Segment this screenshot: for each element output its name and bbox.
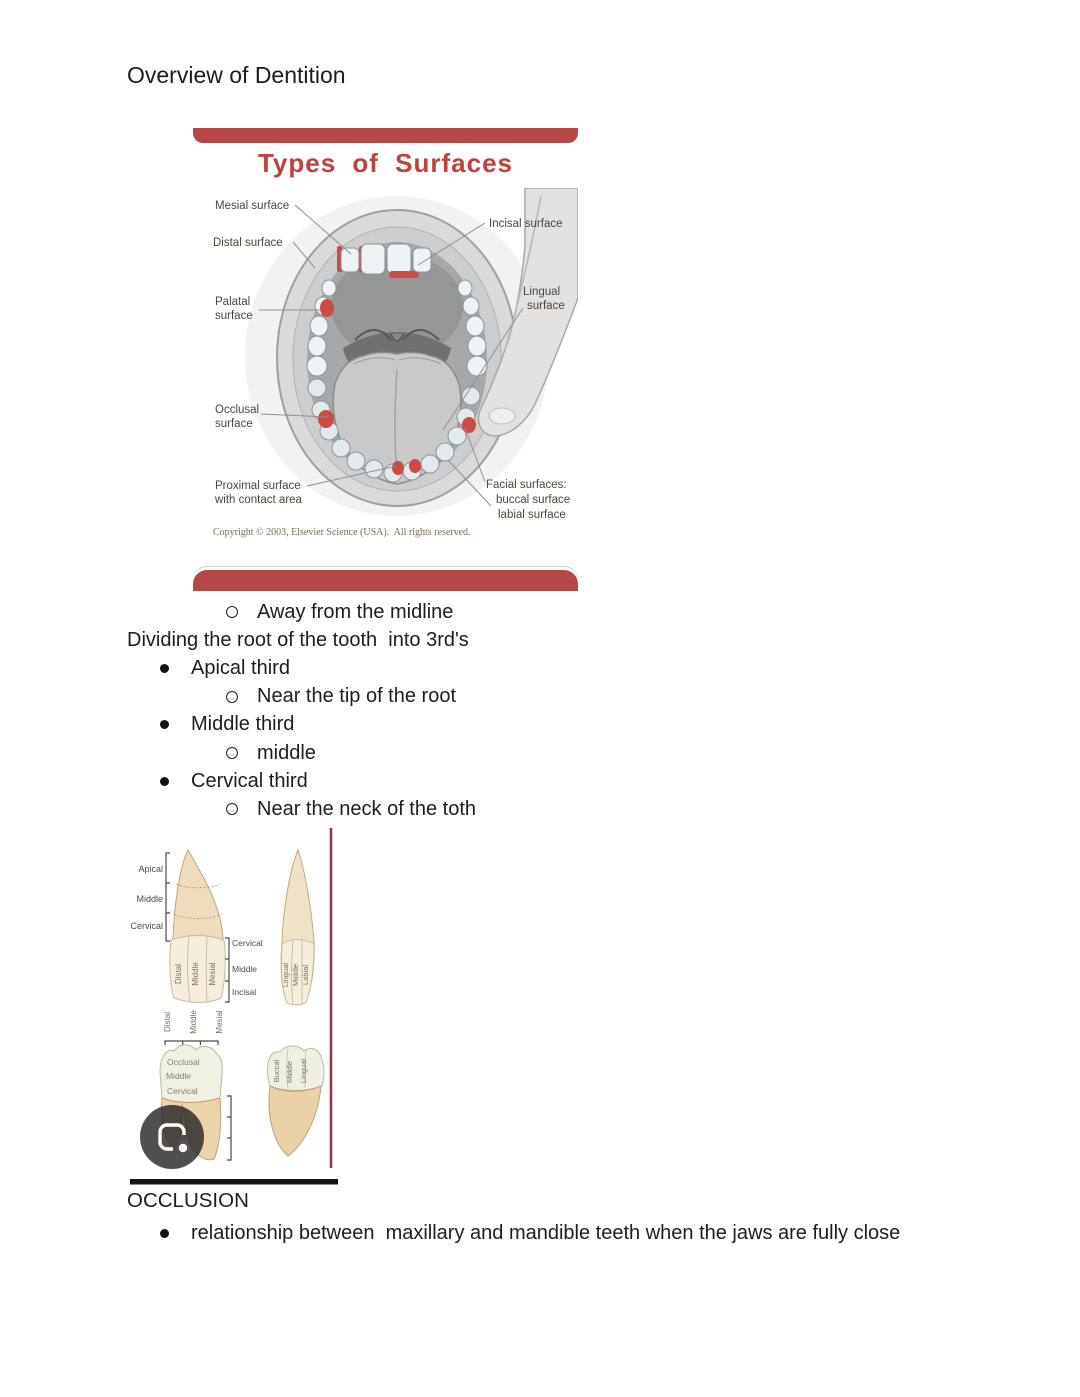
- occlusal-surface-label: Occlusal: [215, 404, 260, 416]
- page-title: Overview of Dentition: [127, 62, 346, 88]
- list-item-text: Away from the midline: [257, 600, 454, 623]
- apical-label: Apical: [138, 864, 163, 874]
- middle-label: Middle: [136, 894, 163, 904]
- occlusion-heading: OCCLUSION: [127, 1189, 249, 1212]
- list-item: [160, 711, 1047, 739]
- facial-surfaces-label: Facial surfaces:: [486, 479, 567, 491]
- svg-text:surface: surface: [527, 300, 565, 312]
- cervical-label: Cervical: [130, 921, 163, 931]
- list-item-text: Near the tip of the root: [257, 685, 457, 708]
- figure-top-bar: [193, 128, 578, 143]
- bullet-icon: [160, 720, 169, 729]
- mesial-surface-label: Mesial surface: [215, 200, 290, 212]
- svg-text:surface: surface: [215, 418, 253, 430]
- svg-text:Lingual: Lingual: [281, 962, 290, 988]
- figure-copyright: Copyright © 2003, Elsevier Science (USA). All rights reserved.: [213, 527, 471, 538]
- svg-text:labial surface: labial surface: [498, 509, 566, 521]
- svg-text:Distal: Distal: [174, 963, 183, 985]
- hollow-bullet-icon: [226, 691, 238, 703]
- tooth-thirds-figure[interactable]: [130, 826, 338, 1186]
- list-item-text: Middle third: [191, 713, 295, 736]
- svg-text:Cervical: Cervical: [167, 1086, 198, 1096]
- svg-text:Occlusal: Occlusal: [167, 1057, 200, 1067]
- distal-surface-label: Distal surface: [213, 237, 283, 249]
- notes-list: [127, 598, 1047, 824]
- crown-axis-labels: [174, 962, 217, 986]
- svg-text:Incisal: Incisal: [232, 987, 257, 997]
- svg-text:buccal surface: buccal surface: [496, 494, 571, 506]
- svg-text:Cervical: Cervical: [232, 938, 263, 948]
- list-item-text: Apical third: [191, 656, 290, 679]
- svg-text:Labial: Labial: [301, 964, 310, 986]
- list-item: [226, 795, 1047, 823]
- svg-text:Mesial: Mesial: [208, 962, 217, 986]
- list-item: [160, 767, 1047, 795]
- palatal-surface-label: Palatal: [215, 296, 251, 308]
- svg-text:Middle: Middle: [285, 1060, 294, 1084]
- list-item: [226, 739, 1047, 767]
- list-item-text: Dividing the root of the tooth into 3rd's: [127, 628, 469, 651]
- crown-thirds-labels: [232, 938, 263, 997]
- palatal-highlight: [320, 299, 334, 317]
- figure-bottom-bar: [193, 570, 578, 591]
- tooth-thirds-illustration: [130, 826, 338, 1186]
- proximal-highlight: [392, 461, 404, 475]
- lens-dot-icon: [179, 1144, 187, 1152]
- occlusal-highlight: [318, 410, 334, 428]
- root-thirds-bracket: [166, 853, 170, 941]
- list-item: [226, 598, 1047, 626]
- figure-heading: Types of Surfaces: [257, 148, 514, 178]
- svg-text:Mesial: Mesial: [215, 1010, 224, 1034]
- svg-text:Middle: Middle: [232, 964, 258, 974]
- svg-text:Middle: Middle: [189, 1010, 198, 1034]
- list-item: [127, 626, 1047, 654]
- bullet-icon: [160, 664, 169, 673]
- svg-text:Middle: Middle: [291, 963, 300, 987]
- list-item: [160, 1219, 900, 1247]
- list-item-text: relationship between maxillary and mandible teeth when the jaws are fully close: [191, 1221, 901, 1244]
- incisor-side-labels: [281, 963, 310, 988]
- root-thirds-labels: [130, 864, 163, 931]
- figure-bottom-rule: [130, 1179, 338, 1185]
- list-item-text: Cervical third: [191, 769, 308, 792]
- mouth-illustration: [193, 188, 578, 524]
- svg-text:Buccal: Buccal: [272, 1059, 281, 1083]
- bullet-icon: [160, 777, 169, 786]
- google-lens-button[interactable]: [140, 1105, 204, 1169]
- bullet-icon: [160, 1229, 169, 1238]
- svg-text:Distal: Distal: [163, 1011, 172, 1033]
- list-item: [226, 683, 1047, 711]
- crown-thirds-bracket: [225, 938, 229, 1002]
- molar-root-bracket: [227, 1096, 231, 1160]
- svg-text:Middle: Middle: [166, 1071, 192, 1081]
- molar-side-labels: [272, 1059, 308, 1084]
- hollow-bullet-icon: [226, 803, 238, 815]
- list-item-text: middle: [257, 741, 316, 764]
- list-item-text: Near the neck of the toth: [257, 797, 477, 820]
- svg-text:Middle: Middle: [191, 962, 200, 986]
- svg-text:Lingual: Lingual: [299, 1058, 308, 1084]
- svg-text:surface: surface: [215, 310, 253, 322]
- molar-axis-labels: [163, 1010, 224, 1034]
- lingual-surface-label: Lingual: [523, 286, 561, 298]
- incisal-surface-label: Incisal surface: [489, 218, 563, 230]
- svg-text:with contact area: with contact area: [215, 494, 302, 506]
- buccal-highlight: [462, 417, 476, 433]
- hollow-bullet-icon: [226, 747, 238, 759]
- types-of-surfaces-figure[interactable]: [193, 128, 578, 591]
- molar-axis-bracket: [165, 1041, 218, 1045]
- hollow-bullet-icon: [226, 606, 238, 618]
- proximal-surface-label: Proximal surface: [215, 480, 301, 492]
- list-item: [160, 654, 1047, 682]
